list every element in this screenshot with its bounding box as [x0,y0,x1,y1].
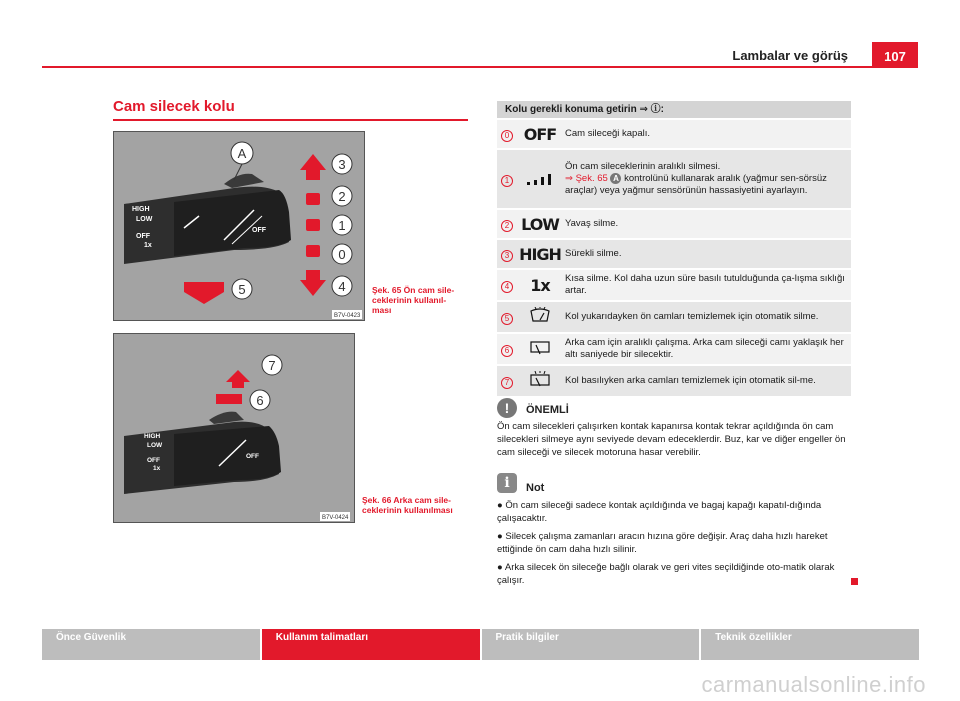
tab-technical-specs[interactable]: Teknik özellikler [701,629,919,660]
row-text: Kol basılıyken arka camları temizlemek için otomatik sil-me. [565,375,816,386]
note-item: ● Arka silecek ön sileceğe bağlı olarak ve geri vites seçildiğinde oto-matik olarak çalışır. [497,562,835,586]
position-badge: 0 [501,130,513,142]
lever-low-text: LOW [147,442,163,449]
caption-line: ceklerinin kullanılması [362,505,453,515]
row-text [563,157,851,201]
rear-wiper-icon [517,339,563,359]
interval-bars-icon [517,170,563,189]
tab-operating-instructions[interactable]: Kullanım talimatları [262,629,480,660]
table-row [497,208,851,238]
row-text: Yavaş silme. [565,218,619,229]
warning-text [497,420,853,464]
label-4: 4 [338,279,346,294]
position-badge: 3 [501,250,513,262]
position-badge: 5 [501,313,513,325]
figure-link[interactable]: ⇒ Şek. 65 [565,173,608,184]
section-title: Cam silecek kolu [113,98,235,115]
label-5: 5 [238,282,246,297]
row-text: Kısa silme. Kol daha uzun süre basılı tutulduğunda ça-lışma sıklığı artar. [565,273,845,296]
figure-65-caption [372,285,454,315]
position-badge: 4 [501,281,513,293]
figure-label-badge: A [610,173,621,184]
lever-low-text: LOW [136,216,153,223]
table-header: Kolu gerekli konuma getirin ⇒ ⓘ: [497,101,851,118]
table-row [497,118,851,148]
figure-code: B7V-0423 [334,313,361,319]
lever-off-text: OFF [136,233,150,240]
lever-high-text: HIGH [144,433,161,440]
lever-illustration [114,132,364,320]
row-text: Kol yukarıdayken ön camları temizlemek için otomatik silme. [565,311,819,322]
section-end-marker [851,578,858,585]
caption-line: Şek. 65 Ön cam sile- [372,285,455,295]
label-6: 6 [256,393,264,408]
note-icon: i [497,473,517,493]
chapter-title: Lambalar ve görüş [732,48,848,63]
figure-66-caption [362,495,453,515]
lever-off-text: OFF [147,457,160,464]
note-item: ● Silecek çalışma zamanları aracın hızına göre değişir. Araç daha hızlı hareket ettiğinde ön cam daha hızlı silinir. [497,531,828,555]
lever-off2-text: OFF [246,453,259,460]
label-A: A [237,146,247,161]
section-rule [113,119,468,121]
note-item: ● Ön cam sileceği sadece kontak açıldığında ve bagaj kapağı kapatıl-dığında çalışacaktır. [497,500,822,524]
warning-title: ÖNEMLİ [526,404,569,416]
figure-rear-wiper-lever [113,333,355,523]
warning-icon: ! [497,398,517,418]
front-washer-icon [517,307,563,327]
position-badge: 1 [501,175,513,187]
position-badge: 2 [501,220,513,232]
low-symbol: LOW [521,214,559,234]
lever-illustration [114,334,354,522]
caption-line: ceklerinin kullanıl- [372,295,447,305]
table-row [497,300,851,332]
row-text-part: Ön cam sileceklerinin aralıklı silmesi. [565,161,721,172]
caption-line: Şek. 66 Arka cam sile- [362,495,451,505]
position-badge: 6 [501,345,513,357]
tab-practical-tips[interactable]: Pratik bilgiler [482,629,700,660]
figure-code: B7V-0424 [322,515,349,521]
caption-line: ması [372,305,392,315]
lever-1x-text: 1x [144,242,152,249]
note-title: Not [526,482,545,494]
lever-off2-text: OFF [252,227,266,234]
figure-front-wiper-lever [113,131,365,321]
wiper-positions-table [497,101,851,396]
label-0: 0 [338,247,346,262]
row-text: Cam sileceği kapalı. [565,128,651,139]
rear-washer-icon [517,371,563,391]
label-7: 7 [268,358,276,373]
position-badge: 7 [501,377,513,389]
one-x-symbol: 1x [530,275,550,295]
label-3: 3 [338,157,346,172]
row-text: Arka cam için aralıklı çalışma. Arka cam sileceği camı yaklaşık her altı saniyede bir silecektir. [565,337,844,360]
row-text: Sürekli silme. [565,248,622,259]
table-row [497,268,851,300]
table-row [497,364,851,396]
label-2: 2 [338,189,346,204]
tab-safety-first[interactable]: Önce Güvenlik [42,629,260,660]
high-symbol: HIGH [519,244,561,264]
off-symbol: OFF [523,124,557,144]
label-1: 1 [338,218,346,233]
table-row [497,238,851,268]
lever-high-text: HIGH [132,206,150,213]
note-list [497,499,853,592]
warning-paragraph: Ön cam silecekleri çalışırken kontak kapanırsa kontak tekrar açıldığında ön cam silecekleri silmeye aynı seviyede devam edeceklerdir. Buz, kar ve diğer engeller ön cam sileceği ve silecek motoruna hasar verebilir. [497,421,846,458]
row-text-part: kontrolünü kullanarak aralık (yağmur sen-sörsüz araçlar) veya yağmur sensörünün hassasiyetini ayarlayın. [565,173,827,196]
watermark: carmanualsonline.info [701,672,926,697]
page-number: 107 [872,42,918,68]
table-row [497,332,851,364]
header-rule [42,66,918,68]
lever-1x-text: 1x [153,465,161,472]
table-row [497,148,851,208]
footer-nav [42,629,919,660]
